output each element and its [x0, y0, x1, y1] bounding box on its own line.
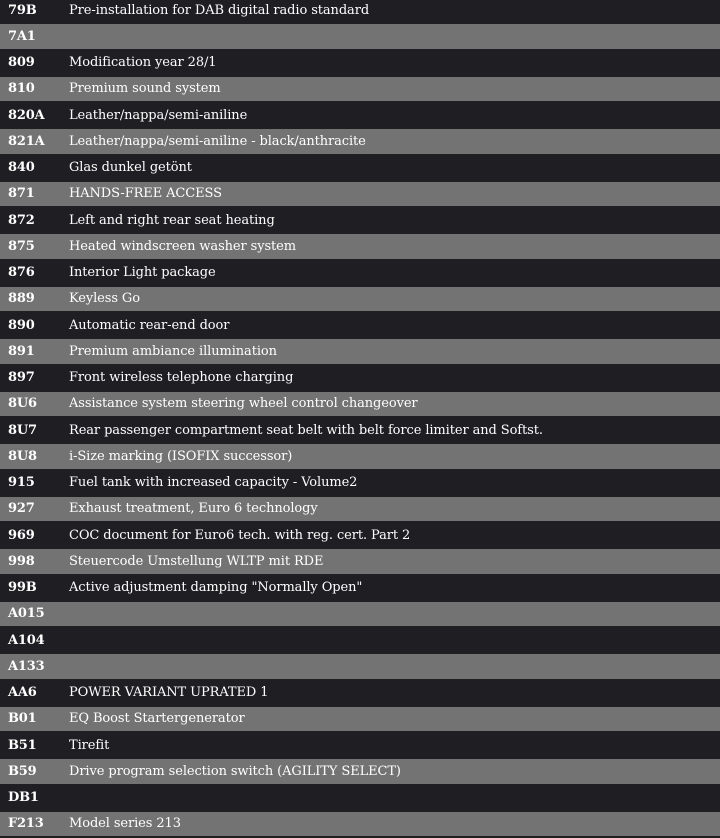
- option-code: B59: [8, 763, 37, 779]
- option-description: Tirefit: [69, 737, 110, 753]
- table-row: [0, 733, 720, 759]
- option-description: HANDS-FREE ACCESS: [69, 186, 222, 202]
- option-code: A104: [8, 632, 45, 648]
- table-row: [0, 602, 720, 628]
- table-row: [0, 261, 720, 287]
- option-description: Pre-installation for DAB digital radio standard: [69, 2, 370, 18]
- option-description: Premium ambiance illumination: [69, 343, 277, 359]
- option-code: 8U7: [8, 422, 37, 438]
- table-row: [0, 654, 720, 680]
- table-row: [0, 182, 720, 208]
- option-code: 821A: [8, 133, 45, 149]
- table-row: [0, 418, 720, 444]
- option-code: 897: [8, 370, 35, 386]
- option-description: Drive program selection switch (AGILITY SELECT): [69, 763, 401, 779]
- option-code: 8U6: [8, 396, 37, 412]
- option-description: Rear passenger compartment seat belt with belt force limiter and Softst.: [69, 422, 543, 438]
- option-description: Heated windscreen washer system: [69, 238, 296, 254]
- option-code: 876: [8, 265, 35, 281]
- option-code: B51: [8, 737, 37, 753]
- table-row: [0, 313, 720, 339]
- table-row: [0, 287, 720, 313]
- option-description: Steuercode Umstellung WLTP mit RDE: [69, 553, 324, 569]
- table-row: [0, 471, 720, 497]
- option-code: 8U8: [8, 448, 37, 464]
- option-code: 810: [8, 81, 35, 97]
- table-row: [0, 77, 720, 103]
- option-description: Front wireless telephone charging: [69, 370, 294, 386]
- option-description: Left and right rear seat heating: [69, 212, 275, 228]
- option-description: Model series 213: [69, 816, 181, 832]
- option-description: Modification year 28/1: [69, 55, 217, 71]
- option-description: EQ Boost Startergenerator: [69, 711, 245, 727]
- option-code: 969: [8, 527, 35, 543]
- table-row: [0, 0, 720, 24]
- table-row: [0, 24, 720, 50]
- option-description: Leather/nappa/semi-aniline - black/anthracite: [69, 133, 366, 149]
- table-row: [0, 103, 720, 129]
- option-description: Keyless Go: [69, 291, 140, 307]
- option-code: 7A1: [8, 28, 36, 44]
- table-row: [0, 444, 720, 470]
- option-description: i-Size marking (ISOFIX successor): [69, 448, 293, 464]
- table-row: [0, 497, 720, 523]
- option-code: B01: [8, 711, 37, 727]
- table-row: [0, 576, 720, 602]
- table-row: [0, 366, 720, 392]
- table-row: [0, 208, 720, 234]
- table-row: [0, 392, 720, 418]
- option-code: 79B: [8, 2, 37, 18]
- option-code: 840: [8, 160, 35, 176]
- option-description: COC document for Euro6 tech. with reg. cert. Part 2: [69, 527, 411, 543]
- option-description: Fuel tank with increased capacity - Volume2: [69, 475, 358, 491]
- table-row: [0, 707, 720, 733]
- option-code: 820A: [8, 107, 45, 123]
- option-code: A015: [8, 606, 45, 622]
- option-description: Active adjustment damping "Normally Open": [69, 580, 363, 596]
- option-description: Exhaust treatment, Euro 6 technology: [69, 501, 318, 517]
- option-code: 889: [8, 291, 35, 307]
- option-description: Leather/nappa/semi-aniline: [69, 107, 248, 123]
- option-code: F213: [8, 816, 44, 832]
- option-code: AA6: [8, 685, 37, 701]
- table-row: [0, 759, 720, 785]
- option-code: 871: [8, 186, 35, 202]
- table-row: [0, 156, 720, 182]
- option-code: 809: [8, 55, 35, 71]
- option-code: 875: [8, 238, 35, 254]
- table-row: [0, 549, 720, 575]
- option-code: 99B: [8, 580, 37, 596]
- option-description: Premium sound system: [69, 81, 221, 97]
- table-row: [0, 339, 720, 365]
- option-code: 872: [8, 212, 35, 228]
- table-row: [0, 628, 720, 654]
- option-description: Assistance system steering wheel control changeover: [69, 396, 418, 412]
- option-code: 891: [8, 343, 35, 359]
- option-code: 998: [8, 553, 35, 569]
- option-code: 927: [8, 501, 35, 517]
- option-description: Automatic rear-end door: [69, 317, 230, 333]
- table-row: [0, 812, 720, 838]
- option-description: Interior Light package: [69, 265, 216, 281]
- option-description: POWER VARIANT UPRATED 1: [69, 685, 269, 701]
- option-code: 915: [8, 475, 35, 491]
- option-code: DB1: [8, 790, 39, 806]
- option-description: Glas dunkel getönt: [69, 160, 192, 176]
- table-row: [0, 51, 720, 77]
- table-row: [0, 234, 720, 260]
- table-row: [0, 681, 720, 707]
- table-row: [0, 786, 720, 812]
- table-row: [0, 129, 720, 155]
- option-code: 890: [8, 317, 35, 333]
- option-code: A133: [8, 658, 45, 674]
- table-row: [0, 523, 720, 549]
